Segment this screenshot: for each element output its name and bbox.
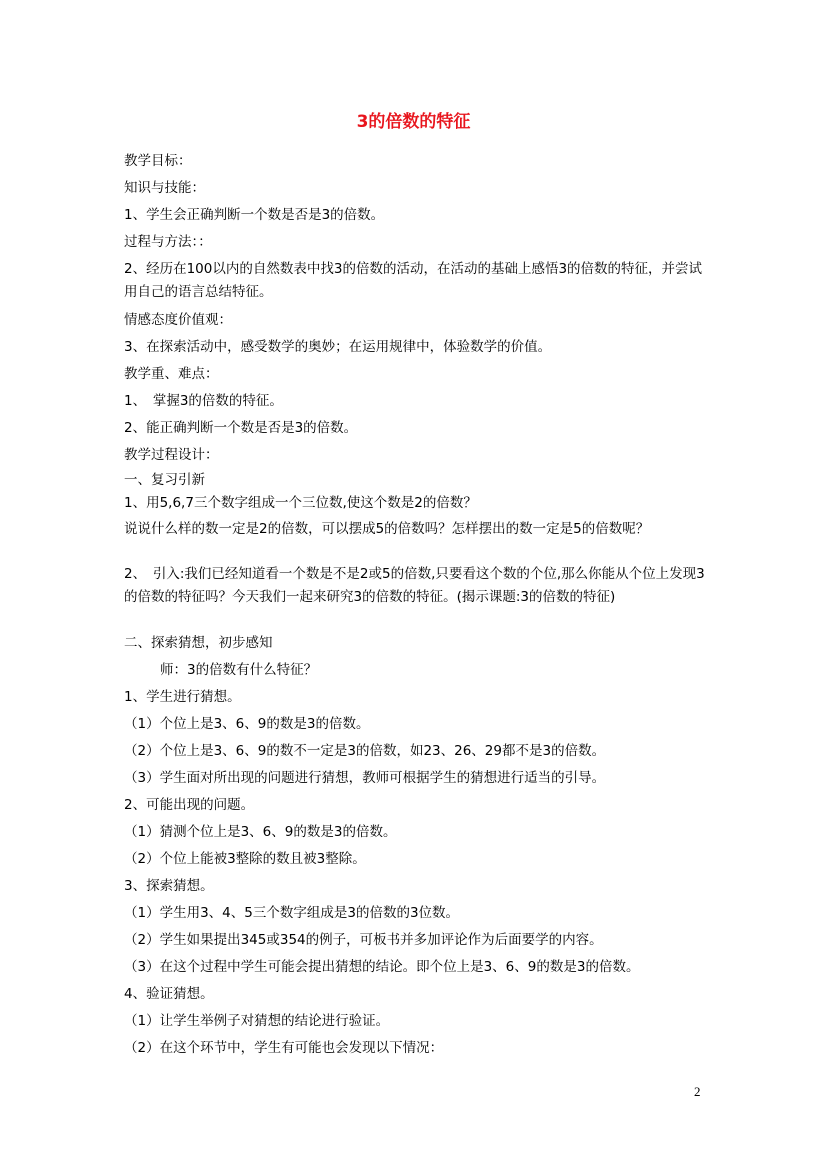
text-paragraph: 2、 引入:我们已经知道看一个数是不是2或5的倍数,只要看这个数的个位,那么你能从个位上发现3的倍数的特征吗？今天我们一起来研究3的倍数的特征。(揭示课题:3的倍数的特征) bbox=[124, 566, 705, 605]
document-title: 3的倍数的特征 bbox=[356, 112, 471, 132]
text-line: 2、可能出现的问题。 bbox=[124, 797, 255, 813]
text-line: 3、探索猜想。 bbox=[124, 878, 214, 894]
text-line: （3）学生面对所出现的问题进行猜想，教师可根据学生的猜想进行适当的引导。 bbox=[124, 770, 606, 786]
text-line: （1）猜测个位上是3、6、9的数是3的倍数。 bbox=[124, 824, 397, 840]
text-line: 1、学生进行猜想。 bbox=[124, 689, 241, 705]
text-line: （2）学生如果提出345或354的例子，可板书并多加评论作为后面要学的内容。 bbox=[124, 932, 603, 948]
text-line: 2、能正确判断一个数是否是3的倍数。 bbox=[124, 420, 358, 436]
text-line: （1）学生用3、4、5三个数字组成是3的倍数的3位数。 bbox=[124, 905, 460, 921]
text-line: （3）在这个过程中学生可能会提出猜想的结论。即个位上是3、6、9的数是3的倍数。 bbox=[124, 959, 640, 975]
text-line: 3、在探索活动中，感受数学的奥妙；在运用规律中，体验数学的价值。 bbox=[124, 339, 552, 355]
text-line: 知识与技能： bbox=[124, 180, 205, 196]
text-line: 过程与方法：： bbox=[124, 234, 212, 250]
section-heading: 一、复习引新 bbox=[124, 472, 205, 488]
text-line: 4、验证猜想。 bbox=[124, 986, 214, 1002]
text-paragraph: 说说什么样的数一定是2的倍数，可以摆成5的倍数吗？怎样摆出的数一定是5的倍数呢？ bbox=[124, 521, 650, 537]
text-line: （2）在这个环节中，学生有可能也会发现以下情况： bbox=[124, 1040, 444, 1056]
text-line: 教学目标： bbox=[124, 153, 192, 169]
section-heading: 二、探索猜想，初步感知 bbox=[124, 635, 273, 651]
text-line: （2）个位上是3、6、9的数不一定是3的倍数，如23、26、29都不是3的倍数。 bbox=[124, 743, 606, 759]
text-line: 教学重、难点： bbox=[124, 366, 219, 382]
text-line: 1、 掌握3的倍数的特征。 bbox=[124, 393, 283, 409]
text-line: 1、学生会正确判断一个数是否是3的倍数。 bbox=[124, 207, 385, 223]
text-line: 1、用5,6,7三个数字组成一个三位数,使这个数是2的倍数？ bbox=[124, 495, 477, 511]
text-paragraph: 2、经历在100以内的自然数表中找3的倍数的活动，在活动的基础上感悟3的倍数的特征，并尝试用自己的语言总结特征。 bbox=[124, 261, 703, 300]
text-line: 师：3的倍数有什么特征？ bbox=[160, 662, 318, 678]
page-number: 2 bbox=[694, 1084, 701, 1099]
text-line: （2）个位上能被3整除的数且被3整除。 bbox=[124, 851, 366, 867]
text-line: （1）让学生举例子对猜想的结论进行验证。 bbox=[124, 1013, 390, 1029]
text-line: 教学过程设计： bbox=[124, 447, 219, 463]
text-line: （1）个位上是3、6、9的数是3的倍数。 bbox=[124, 716, 370, 732]
text-line: 情感态度价值观： bbox=[124, 312, 232, 328]
